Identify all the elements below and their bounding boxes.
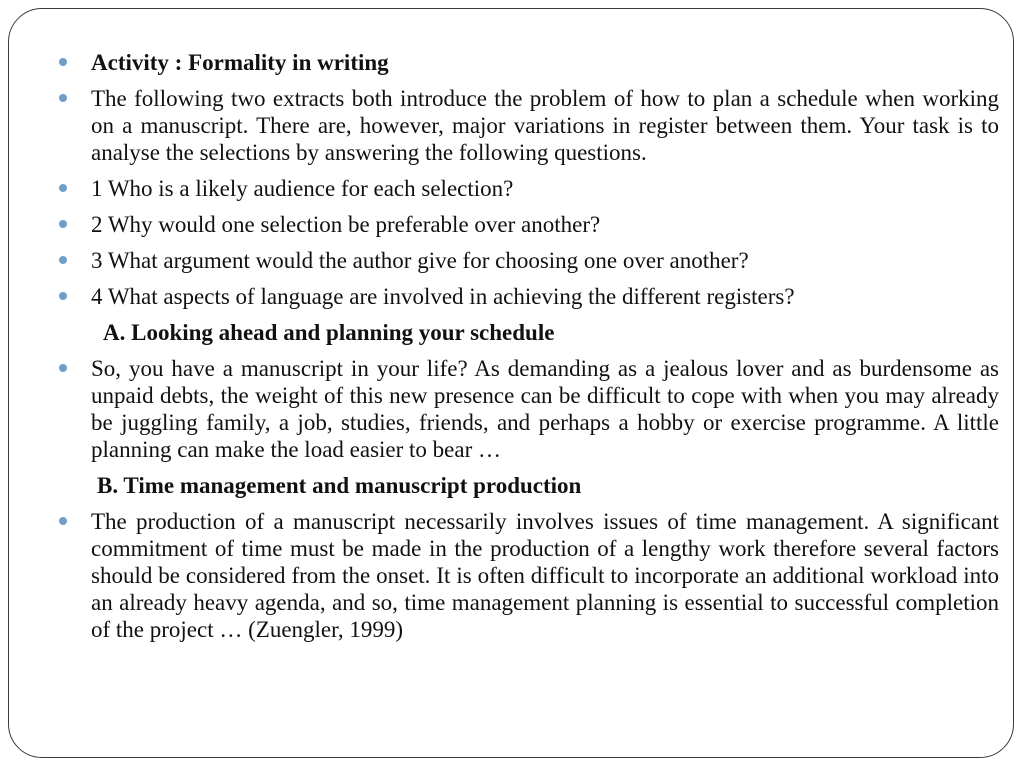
list-item (57, 175, 999, 202)
list-item (57, 508, 999, 643)
section-b-heading: B. Time management and manuscript production (97, 473, 582, 498)
bullet-icon (59, 220, 67, 228)
slide-frame (8, 8, 1014, 758)
section-a-text: So, you have a manuscript in your life? As demanding as a jealous lover and as burdensome as unpaid debts, the weight of this new presence can be difficult to cope with when you may already be juggling family, a job, studies, friends, and perhaps a hobby or exercise programme. A little planning can make the load easier to bear … (91, 356, 999, 462)
list-item (57, 85, 999, 166)
question-4: 4 What aspects of language are involved in achieving the different registers? (91, 284, 795, 309)
question-3: 3 What argument would the author give for choosing one over another? (91, 248, 749, 273)
slide-content (57, 49, 999, 652)
list-item (57, 211, 999, 238)
list-item (57, 247, 999, 274)
bullet-icon (59, 517, 67, 525)
bullet-icon (59, 58, 67, 66)
list-item (57, 283, 999, 310)
bullet-icon (59, 184, 67, 192)
activity-title: Activity : Formality in writing (91, 50, 389, 75)
bullet-icon (59, 364, 67, 372)
question-2: 2 Why would one selection be preferable over another? (91, 212, 601, 237)
bullet-icon (59, 94, 67, 102)
list-item (57, 49, 999, 76)
bullet-icon (59, 256, 67, 264)
section-b-text: The production of a manuscript necessarily involves issues of time management. A significant commitment of time must be made in the production of a lengthy work therefore several factors should be considered from the onset. It is often difficult to incorporate an additional workload into an already heavy agenda, and so, time management planning is essential to successful completion of the project … (Zuengler, 1999) (91, 509, 999, 642)
list-item (57, 355, 999, 463)
question-1: 1 Who is a likely audience for each selection? (91, 176, 514, 201)
bullet-icon (59, 292, 67, 300)
intro-text: The following two extracts both introduce the problem of how to plan a schedule when working on a manuscript. There are, however, major variations in register between them. Your task is to analyse the selections by answering the following questions. (91, 86, 999, 165)
section-a-heading: A. Looking ahead and planning your schedule (103, 320, 555, 345)
